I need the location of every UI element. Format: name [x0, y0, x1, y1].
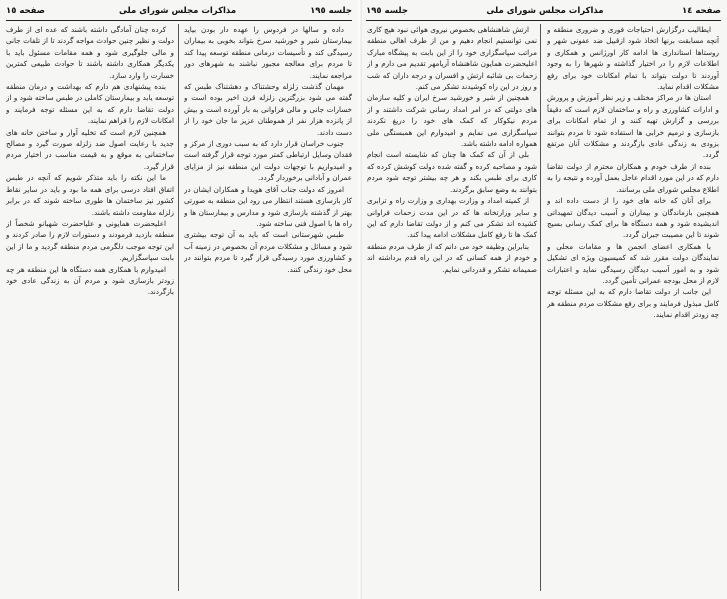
header-rule [366, 20, 721, 21]
right-page-header [366, 4, 721, 18]
session-number: جلسه ١٩٥ [366, 6, 408, 16]
paragraph: مهمان گذشت زلزله وحشتناک و دهشتناک طبس که گفته می شود بزرگترین زلزله قرن اخیر بوده است و خسارات جانی و مالی فراوانی به بار آورده است و بیش از پانزده هزار نفر از هموطنان عزیز ما جان خود را از دست دادند. [184, 82, 352, 137]
session-number: جلسه ١٩٥ [310, 6, 352, 16]
paragraph: بنابراین وظیفه خود می دانم که از طرف مردم منطقه و خودم از همه کسانی که در این راه قدم برداشته اند صمیمانه تشکر و قدردانی نمایم. [367, 241, 537, 274]
paragraph: جنوب خراسان قرار دارد که به سبب دوری از مرکز و فقدان وسایل ارتباطی کمتر مورد توجه قرار گرفته است و امیدواریم با توجهات دولت این منطقه نیز از مزایای عمران و آبادانی برخوردار گردد. [184, 139, 352, 183]
paragraph: ما این نکته را باید متذکر شویم که آنچه در طبس اتفاق افتاد درسی برای همه ما بود و باید در سایر نقاط کشور نیز ساختمان ها طوری ساخته شوند که در برابر زلزله مقاومت داشته باشند. [6, 173, 174, 217]
paragraph: بنده پیشنهادی هم دارم که بهداشت و درمان منطقه توسعه یابد و بیمارستان کاملی در طبس ساخته شود و از دولت تقاضا دارم که به این مسئله توجه فرمایند و امکانات لازم را فراهم نمایند. [6, 82, 174, 126]
paragraph: ارتش شاهنشاهی بخصوص نیروی هوائی نبود هیچ کاری نمی توانستیم انجام دهیم و من از طرف اهالی منطقه مراتب سپاسگزاری خود را از این بابت به پیشگاه مبارک اعلیحضرت همایون شاهنشاه آریامهر تقدیم می دارم و از زحمات بی شائبه ارتش و افسران و درجه داران که شب و روز در این راه کوشیدند تشکر می کنم. [367, 25, 537, 92]
left-page [0, 0, 358, 599]
right-page-column-1 [547, 24, 719, 593]
left-page-column-2 [6, 24, 174, 593]
paragraph: استان ها در مراکز مختلف و زیر نظر آموزش و پرورش و ادارات کشاورزی و راه و ساختمان لازم است که دقیقاً بررسی و گزارش تهیه کنند و از تمام امکانات برای بازسازی و ترمیم خرابی ها استفاده شود تا مردم بتوانند بزودی به زندگی عادی بازگردند و مشکلات آنان مرتفع گردد. [547, 93, 719, 160]
paragraph: بنده از طرف خودم و همکاران محترم از دولت تقاضا دارم که در این مورد اقدام عاجل بعمل آورده و نتیجه را به اطلاع مجلس شورای ملی برسانند. [547, 161, 719, 194]
page-number: صفحه ١٤ [682, 6, 721, 16]
running-title: مذاکرات مجلس شورای ملی [486, 6, 604, 16]
paragraph: با همکاری اعضای انجمن ها و مقامات محلی و نمایندگان دولت مقرر شد که کمیسیون ویژه ای تشکیل شود و به امور آسیب دیدگان رسیدگی نماید و اعتبارات لازم از محل بودجه عمرانی تأمین گردد. [547, 241, 719, 285]
paragraph: همچنین از شیر و خورشید سرخ ایران و کلیه سازمان های دولتی که در امر امداد رسانی شرکت داشتند و از مردم نیکوکار که کمک های خود را دریغ نکردند سپاسگزاری می نمایم و امیدوارم این همبستگی ملی همواره ادامه داشته باشد. [367, 93, 537, 149]
paragraph: طبس شهرستانی است که باید به آن توجه بیشتری شود و مسائل و مشکلات مردم آن بخصوص در زمینه آب و کشاورزی مورد رسیدگی قرار گیرد تا مردم بتوانند در محل خود زندگی کنند. [184, 230, 352, 274]
page-number: صفحه ١٥ [6, 6, 45, 16]
left-page-column-1 [184, 24, 352, 593]
left-page-header [6, 4, 352, 18]
column-divider [178, 24, 179, 591]
right-page [360, 0, 727, 599]
paragraph: امروز که دولت جناب آقای هویدا و همکاران ایشان در کار بازسازی هستند انتظار می رود این منطقه به صورتی بهتر از گذشته بازسازی شود و مدارس و بیمارستان ها و راه ها با اصول فنی ساخته شود. [184, 184, 352, 228]
paragraph: این جانب از دولت تقاضا دارم که به این مسئله توجه کامل مبذول فرمایند و برای رفع مشکلات مردم منطقه هر چه زودتر اقدام نمایند. [547, 287, 719, 320]
running-title: مذاکرات مجلس شورای ملی [118, 6, 237, 16]
header-rule [6, 20, 352, 21]
column-divider [540, 24, 541, 591]
paragraph: امیدوارم با همکاری همه دستگاه ها این منطقه هر چه زودتر بازسازی شود و مردم آن به زندگی عادی خود بازگردند. [6, 264, 174, 297]
paragraph: از کمیته امداد و وزارت بهداری و وزارت راه و ترابری و سایر وزارتخانه ها که در این مدت زحمات فراوانی کشیده اند تشکر می کنم و از دولت تقاضا دارم که این کمک ها تا رفع کامل مشکلات ادامه پیدا کند. [367, 196, 537, 240]
paragraph: بلی از آن که کمک ها چنان که شایسته است انجام شود و مصاحبه کرده و گفته شده دولت کوشش کرده که کاری برای طبس بکند و هر چه بیشتر توجه شود مردم بتوانند به وضع سابق برگردند. [367, 150, 537, 194]
paragraph: اعلیحضرت همایونی و علیاحضرت شهبانو شخصاً از منطقه بازدید فرمودند و دستورات لازم را صادر کردند و این توجه موجب دلگرمی مردم منطقه گردید و ما از این بابت سپاسگزاریم. [6, 218, 174, 263]
paragraph: همچنین لازم است که تخلیه آوار و ساختن خانه های جدید با رعایت اصول ضد زلزله صورت گیرد و مصالح ساختمانی به موقع و به قیمت مناسب در اختیار مردم قرار گیرد. [6, 127, 174, 171]
paragraph: ایطالیب درگزارش احتیاجات فوری و ضروری منطقه و آنچه مسابقت برنها اتخاذ شود ازقبیل ضد عفونی شهر و روستاها استانداری ها ادامه کار اورژانس و همکاری و اطلاعات لازم را در اختیار گذاشته و شهرها را به وجود آوردند تا دولت بتواند با تمام امکانات خود برای رفع مشکلات اقدام نماید. [547, 25, 719, 92]
paragraph: داده و سالها در فردوس را عهده دار بودن بیاید بیمارستان شیر و خورشید سرخ بتواند بخوبی به بیماران رسیدگی کند و تأسیسات درمانی منطقه توسعه پیدا کند تا مردم برای معالجه مجبور نباشند به شهرهای دور مراجعه نمایند. [184, 25, 352, 80]
paragraph: کرده چنان آمادگی داشته باشند که عده ای از طرف دولت و نظیر چنین حوادث مواجه گردند تا از تلفات جانی و مالی جلوگیری شود و همه مقامات مسئول باید با یکدیگر همکاری داشته باشند تا حوادث طبیعی کمترین خسارت را وارد سازد. [6, 25, 174, 80]
paragraph: برای آنان که خانه های خود را از دست داده اند و همچنین بازماندگان و بیماران و آسیب دیدگان تمهیداتی اندیشیده شود و همه دستگاه ها برای کمک رسانی بسیج شوند تا این مصیبت جبران گردد. [547, 196, 719, 240]
right-page-column-2 [367, 24, 537, 593]
